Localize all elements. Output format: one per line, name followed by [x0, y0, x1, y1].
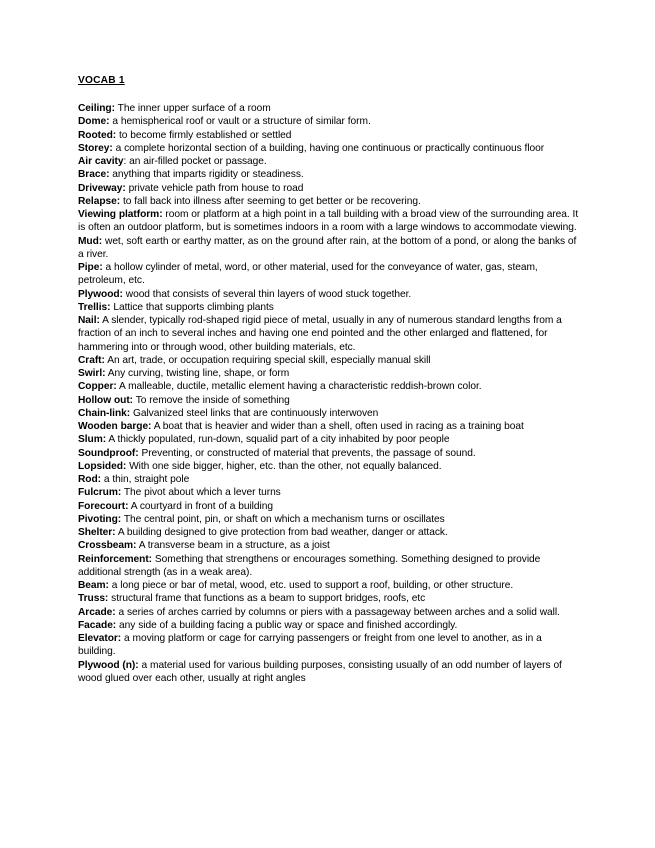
vocabulary-definition: room or platform at a high point in a tall building with a broad view of the surrounding area. It is often an outdoor platform, but is sometimes indoors in a room with a large windows to accommodate viewing.	[78, 209, 579, 234]
vocabulary-term: Pipe:	[78, 262, 103, 274]
vocabulary-definition: to become firmly established or settled	[116, 129, 292, 141]
vocabulary-entry	[78, 460, 580, 473]
vocabulary-entry	[78, 195, 580, 208]
vocabulary-definition: : an air-filled pocket or passage.	[123, 156, 267, 168]
vocabulary-definition: Preventing, or constructed of material that prevents, the passage of sound.	[138, 447, 476, 459]
vocabulary-entry	[78, 407, 580, 420]
vocabulary-entry	[78, 102, 580, 115]
vocabulary-term: Truss:	[78, 593, 109, 605]
vocabulary-entry	[78, 659, 580, 686]
vocabulary-entry	[78, 168, 580, 181]
vocabulary-entry	[78, 447, 580, 460]
vocabulary-entry	[78, 301, 580, 314]
vocabulary-term: Trellis:	[78, 301, 111, 313]
vocabulary-term: Dome:	[78, 116, 110, 128]
vocabulary-entry	[78, 420, 580, 433]
vocabulary-term: Viewing platform:	[78, 209, 163, 221]
vocabulary-term: Driveway:	[78, 182, 126, 194]
vocabulary-definition: a material used for various building purposes, consisting usually of an odd number of layers of wood glued over each other, usually at right angles	[78, 659, 562, 684]
vocabulary-definition: wood that consists of several thin layers of wood stuck together.	[122, 288, 412, 300]
vocabulary-entry	[78, 579, 580, 592]
vocabulary-definition: A slender, typically rod-shaped rigid piece of metal, usually in any of numerous standard lengths from a fraction of an inch to several inches and having one end pointed and the other enlarged and flattened, for hammering into or through wood, other building materials, etc.	[78, 315, 562, 353]
vocabulary-term: Fulcrum:	[78, 487, 122, 499]
vocabulary-entry	[78, 473, 580, 486]
vocabulary-definition: a complete horizontal section of a building, having one continuous or practically continuous floor	[112, 142, 545, 154]
vocabulary-term: Reinforcement:	[78, 553, 153, 565]
vocabulary-definition: With one side bigger, higher, etc. than the other, not equally balanced.	[126, 460, 442, 472]
vocabulary-term: Forecourt:	[78, 500, 129, 512]
vocabulary-definition: structural frame that functions as a beam to support bridges, roofs, etc	[108, 593, 426, 605]
vocabulary-term: Chain-link:	[78, 407, 131, 419]
vocabulary-term: Shelter:	[78, 527, 116, 539]
vocabulary-term: Rooted:	[78, 129, 117, 141]
vocabulary-definition: private vehicle path from house to road	[125, 182, 304, 194]
vocabulary-definition: anything that imparts rigidity or steadiness.	[109, 169, 304, 181]
vocabulary-definition: a thin, straight pole	[101, 474, 190, 486]
vocabulary-entry	[78, 606, 580, 619]
vocabulary-term: Lopsided:	[78, 460, 127, 472]
vocabulary-definition: any side of a building facing a public way or space and finished accordingly.	[116, 619, 458, 631]
vocabulary-term: Wooden barge:	[78, 421, 152, 433]
vocabulary-term: Air cavity	[78, 156, 124, 168]
vocabulary-entry	[78, 632, 580, 659]
vocabulary-entry	[78, 486, 580, 499]
vocabulary-entry	[78, 129, 580, 142]
vocabulary-term: Beam:	[78, 580, 109, 592]
vocabulary-entry	[78, 500, 580, 513]
vocabulary-term: Relapse:	[78, 195, 121, 207]
vocabulary-entry	[78, 380, 580, 393]
vocabulary-term: Rod:	[78, 474, 101, 486]
vocabulary-definition: Any curving, twisting line, shape, or form	[105, 368, 290, 380]
document-body	[78, 74, 580, 685]
vocabulary-entry	[78, 394, 580, 407]
vocabulary-definition: A transverse beam in a structure, as a joist	[136, 540, 330, 552]
vocabulary-list	[78, 102, 580, 685]
vocabulary-term: Facade:	[78, 619, 117, 631]
page-title: VOCAB 1	[78, 75, 125, 86]
vocabulary-term: Hollow out:	[78, 394, 133, 406]
vocabulary-term: Arcade:	[78, 606, 116, 618]
vocabulary-definition: The pivot about which a lever turns	[121, 487, 281, 499]
vocabulary-term: Crossbeam:	[78, 540, 137, 552]
vocabulary-term: Elevator:	[78, 633, 122, 645]
vocabulary-term: Nail:	[78, 315, 100, 327]
vocabulary-entry	[78, 142, 580, 155]
vocabulary-definition: A boat that is heavier and wider than a shell, often used in racing as a training boat	[151, 421, 524, 433]
vocabulary-entry	[78, 182, 580, 195]
vocabulary-entry	[78, 208, 580, 235]
vocabulary-definition: Something that strengthens or encourages something. Something designed to provide additional strength (as in a weak area).	[78, 553, 541, 578]
vocabulary-entry	[78, 288, 580, 301]
vocabulary-definition: a moving platform or cage for carrying passengers or freight from one level to another, as in a building.	[78, 633, 542, 658]
vocabulary-term: Ceiling:	[78, 103, 115, 115]
vocabulary-term: Plywood:	[78, 288, 123, 300]
vocabulary-definition: An art, trade, or occupation requiring special skill, especially manual skill	[104, 354, 431, 366]
vocabulary-definition: a long piece or bar of metal, wood, etc. used to support a roof, building, or other structure.	[108, 580, 514, 592]
vocabulary-term: Slum:	[78, 434, 107, 446]
vocabulary-definition: a hemispherical roof or vault or a structure of similar form.	[109, 116, 371, 128]
vocabulary-entry	[78, 553, 580, 580]
title-spacer	[78, 87, 580, 102]
vocabulary-term: Brace:	[78, 169, 110, 181]
vocabulary-term: Plywood (n):	[78, 659, 139, 671]
vocabulary-entry	[78, 235, 580, 262]
vocabulary-entry	[78, 433, 580, 446]
vocabulary-entry	[78, 592, 580, 605]
vocabulary-definition: The central point, pin, or shaft on which a mechanism turns or oscillates	[121, 513, 445, 525]
vocabulary-definition: A building designed to give protection from bad weather, danger or attack.	[115, 527, 448, 539]
vocabulary-definition: Galvanized steel links that are continuously interwoven	[130, 407, 379, 419]
vocabulary-entry	[78, 115, 580, 128]
vocabulary-definition: to fall back into illness after seeming to get better or be recovering.	[120, 195, 421, 207]
vocabulary-definition: To remove the inside of something	[133, 394, 290, 406]
vocabulary-entry	[78, 354, 580, 367]
vocabulary-term: Storey:	[78, 142, 113, 154]
vocabulary-definition: wet, soft earth or earthy matter, as on the ground after rain, at the bottom of a pond, or along the banks of a river.	[78, 235, 577, 260]
vocabulary-entry	[78, 261, 580, 288]
vocabulary-entry	[78, 539, 580, 552]
vocabulary-entry	[78, 513, 580, 526]
vocabulary-term: Mud:	[78, 235, 103, 247]
vocabulary-term: Copper:	[78, 381, 117, 393]
vocabulary-definition: a series of arches carried by columns or piers with a passageway between arches and a solid wall.	[115, 606, 560, 618]
vocabulary-term: Pivoting:	[78, 513, 122, 525]
vocabulary-definition: a hollow cylinder of metal, word, or other material, used for the conveyance of water, gas, steam, petroleum, etc.	[78, 262, 538, 287]
vocabulary-entry	[78, 367, 580, 380]
vocabulary-definition: A courtyard in front of a building	[128, 500, 273, 512]
vocabulary-term: Craft:	[78, 354, 105, 366]
vocabulary-definition: The inner upper surface of a room	[114, 103, 271, 115]
vocabulary-term: Soundproof:	[78, 447, 139, 459]
vocabulary-definition: A malleable, ductile, metallic element having a characteristic reddish-brown color.	[116, 381, 482, 393]
vocabulary-entry	[78, 619, 580, 632]
vocabulary-definition: A thickly populated, run-down, squalid part of a city inhabited by poor people	[106, 434, 450, 446]
vocabulary-entry	[78, 155, 580, 168]
vocabulary-definition: Lattice that supports climbing plants	[110, 301, 274, 313]
vocabulary-term: Swirl:	[78, 368, 106, 380]
vocabulary-entry	[78, 526, 580, 539]
vocabulary-entry	[78, 314, 580, 354]
